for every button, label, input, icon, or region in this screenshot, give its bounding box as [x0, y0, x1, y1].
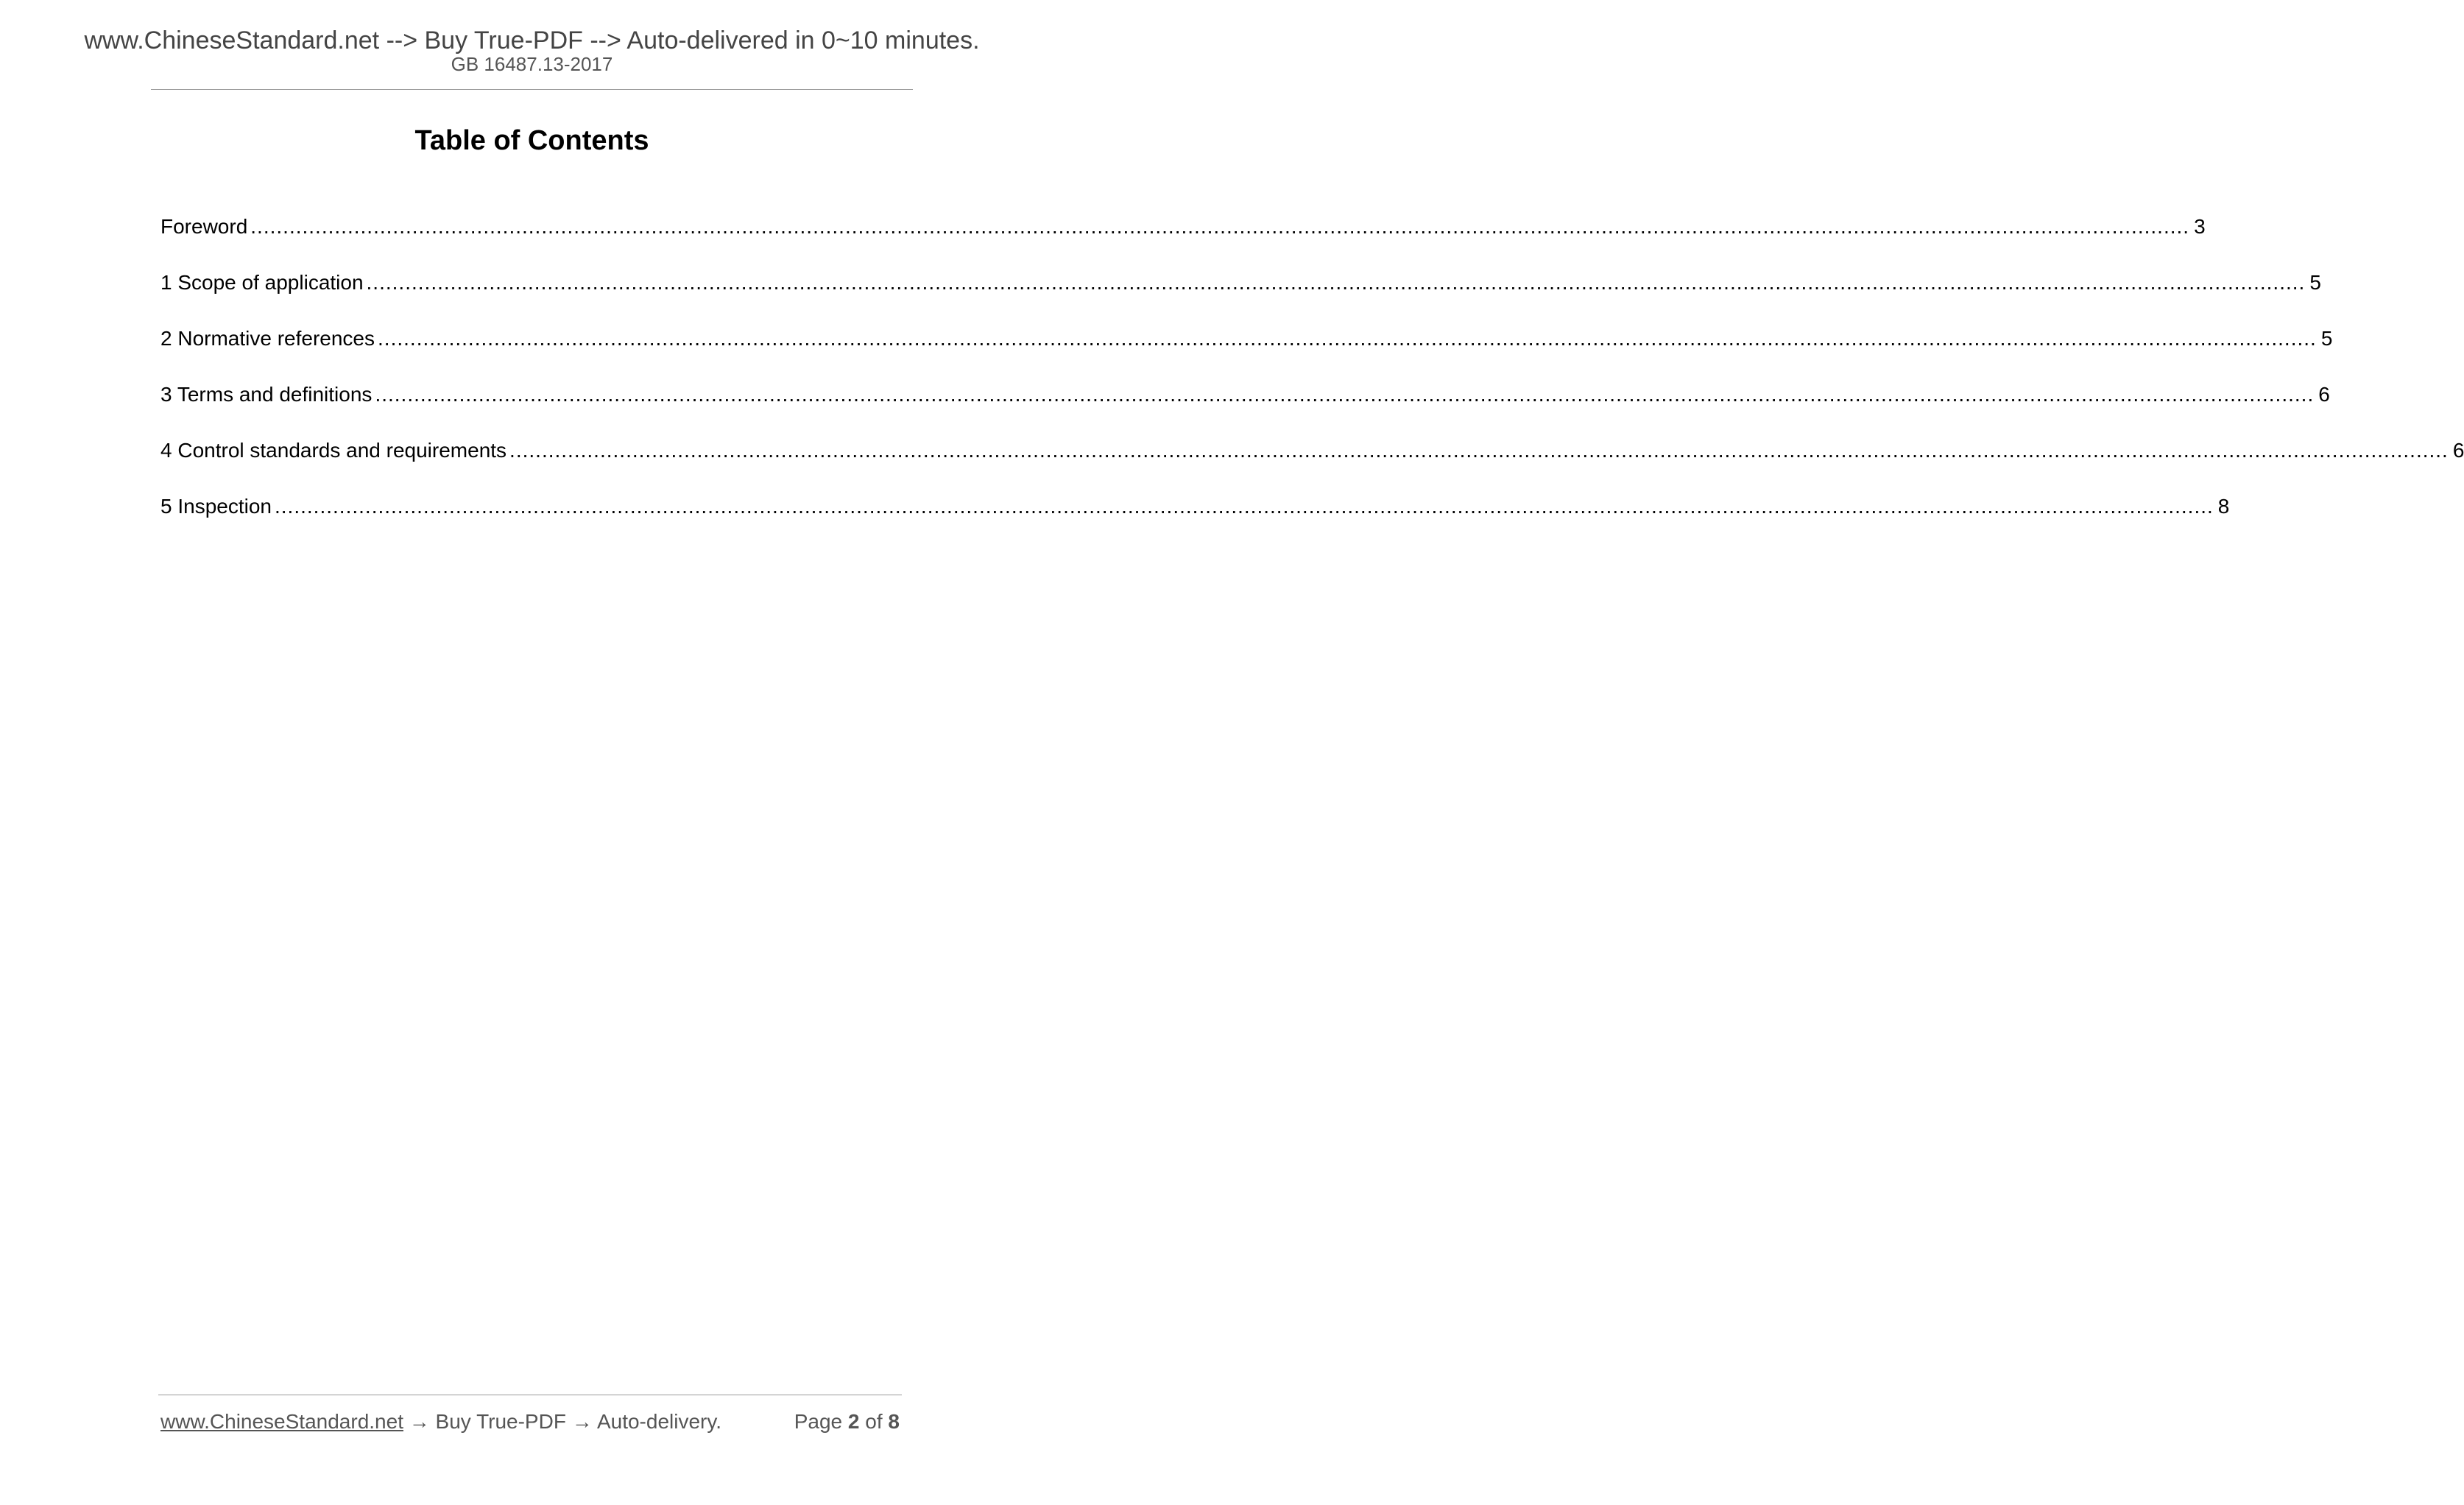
toc-entry-label: 4 Control standards and requirements [160, 439, 507, 462]
toc-entry-terms[interactable] [160, 381, 2330, 437]
toc-entry-label: 1 Scope of application [160, 271, 364, 294]
dot-leader: ............................................................................................................................................................................................................................................................................................................ [275, 495, 2214, 518]
toc-entry-page: 5 [2309, 271, 2321, 294]
toc-entry-page: 3 [2194, 215, 2206, 238]
toc-entry-page: 8 [2217, 495, 2230, 518]
page-label: Page [794, 1410, 843, 1433]
dot-leader: ............................................................................................................................................................................................................................................................................................................ [366, 271, 2306, 294]
toc-entry-page: 5 [2320, 327, 2333, 350]
toc-entry-label: 2 Normative references [160, 327, 375, 350]
toc-entry-control-standards[interactable] [160, 437, 2464, 493]
toc-entry-page: 6 [2452, 439, 2464, 462]
toc-entry-scope[interactable] [160, 269, 2321, 325]
toc-entry-label: 3 Terms and definitions [160, 383, 373, 406]
arrow-right-icon: → [409, 1410, 430, 1433]
toc-entry-normative-references[interactable] [160, 325, 2333, 381]
footer-delivery-text: Auto-delivery. [596, 1410, 722, 1433]
toc-entry-page: 6 [2318, 383, 2330, 406]
toc-entry-inspection[interactable] [160, 493, 2230, 549]
dot-leader: ............................................................................................................................................................................................................................................................................................................ [509, 439, 2449, 462]
page-of: of [865, 1410, 883, 1433]
toc-entry-label: 5 Inspection [160, 495, 272, 518]
toc-title: Table of Contents [414, 125, 649, 156]
footer-site-link[interactable]: www.ChineseStandard.net [160, 1410, 403, 1433]
site-banner: www.ChineseStandard.net --> Buy True-PDF --> Auto-delivered in 0~10 minutes. [84, 27, 980, 54]
document-code: GB 16487.13-2017 [451, 53, 613, 75]
footer-promo [160, 1411, 721, 1432]
dot-leader: ............................................................................................................................................................................................................................................................................................................ [250, 215, 2190, 238]
header-divider [151, 89, 913, 90]
dot-leader: ............................................................................................................................................................................................................................................................................................................ [378, 327, 2317, 350]
table-of-contents [160, 214, 2464, 549]
arrow-right-icon: → [571, 1410, 593, 1433]
page-current: 2 [847, 1410, 860, 1433]
dot-leader: ............................................................................................................................................................................................................................................................................................................ [375, 383, 2315, 406]
toc-entry-foreword[interactable] [160, 214, 2206, 269]
toc-entry-label: Foreword [160, 215, 248, 238]
footer-buy-text: Buy True-PDF [435, 1410, 566, 1433]
page-total: 8 [888, 1410, 900, 1433]
page-number [794, 1411, 900, 1432]
